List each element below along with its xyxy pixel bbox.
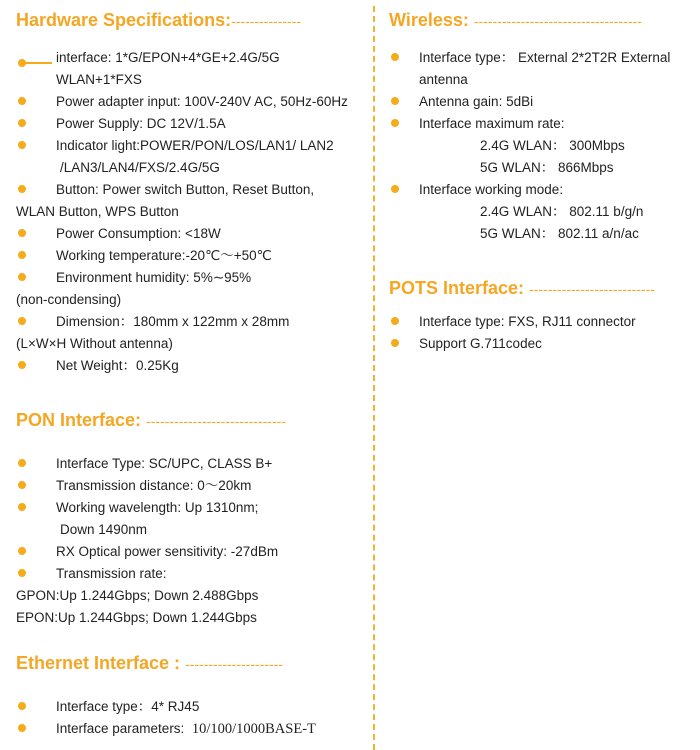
spec-line (56, 718, 316, 740)
spec-line: Environment humidity: 5%∼95% (56, 270, 252, 285)
spec-line: WLAN+1*FXS (56, 72, 142, 87)
spec-line: WLAN Button, WPS Button (16, 204, 179, 219)
bullet-icon (391, 339, 399, 347)
spec-line: 2.4G WLAN： 802.11 b/g/n (480, 204, 644, 219)
pon-title-dashes: ------------------------------ (146, 413, 286, 429)
spec-line: Interface type：4* RJ45 (56, 699, 200, 714)
spec-line: (non-condensing) (16, 292, 122, 307)
spec-line: Down 1490nm (60, 522, 148, 537)
ethernet-title-dashes: --------------------- (185, 656, 283, 672)
bullet-icon (18, 317, 26, 325)
ethernet-title-text: Ethernet Interface : (16, 653, 181, 673)
hardware-section-title (16, 10, 301, 31)
hardware-title-dashes: --------------- (231, 13, 302, 29)
bullet-icon (18, 141, 26, 149)
pon-title-text: PON Interface: (16, 410, 142, 430)
spec-line: 5G WLAN： 866Mbps (480, 160, 614, 175)
spec-line: Working temperature:-20℃〜+50℃ (56, 248, 272, 263)
pon-section-title (16, 410, 286, 431)
spec-line: Transmission distance: 0〜20km (56, 478, 252, 493)
bullet-icon (18, 273, 26, 281)
bullet-icon (18, 481, 26, 489)
bullet-icon (391, 317, 399, 325)
spec-line: interface: 1*G/EPON+4*GE+2.4G/5G (56, 50, 280, 65)
spec-line-label: Interface parameters: (56, 721, 185, 736)
spec-line-value: 10/100/1000BASE-T (191, 721, 316, 737)
pots-title-text: POTS Interface: (389, 278, 525, 298)
bullet-icon (18, 724, 26, 732)
spec-line: (L×W×H Without antenna) (16, 336, 173, 351)
bullet-icon (18, 251, 26, 259)
bullet-icon (391, 53, 399, 61)
bullet-icon (391, 185, 399, 193)
spec-line: Net Weight：0.25Kg (56, 358, 179, 373)
bullet-icon (18, 702, 26, 710)
bullet-icon (18, 119, 26, 127)
pots-section-title (389, 278, 655, 299)
bullet-icon (18, 459, 26, 467)
spec-line: EPON:Up 1.244Gbps; Down 1.244Gbps (16, 610, 257, 625)
spec-line: Interface type: FXS, RJ11 connector (419, 314, 636, 329)
bullet-icon (18, 547, 26, 555)
spec-line: antenna (419, 72, 468, 87)
spec-line: Working wavelength: Up 1310nm; (56, 500, 259, 515)
spec-line: 2.4G WLAN： 300Mbps (480, 138, 625, 153)
spec-line: 5G WLAN： 802.11 a/n/ac (480, 226, 639, 241)
spec-line: Interface type： External 2*2T2R External (419, 50, 671, 65)
bullet-connector-line (22, 62, 52, 64)
bullet-icon (18, 361, 26, 369)
spec-line: Antenna gain: 5dBi (419, 94, 534, 109)
spec-line: Transmission rate: (56, 566, 167, 581)
spec-line: Support G.711codec (419, 336, 542, 351)
spec-line: Power Supply: DC 12V/1.5A (56, 116, 226, 131)
bullet-icon (18, 185, 26, 193)
hardware-title-text: Hardware Specifications: (16, 10, 232, 30)
ethernet-section-title (16, 653, 283, 674)
bullet-icon (18, 503, 26, 511)
bullet-icon (18, 229, 26, 237)
spec-line: Button: Power switch Button, Reset Button, (56, 182, 315, 197)
bullet-icon (391, 119, 399, 127)
spec-line: Interface maximum rate: (419, 116, 565, 131)
wireless-title-text: Wireless: (389, 10, 469, 30)
pots-title-dashes: --------------------------- (529, 281, 655, 297)
spec-line: Indicator light:POWER/PON/LOS/LAN1/ LAN2 (56, 138, 334, 153)
wireless-section-title (389, 10, 642, 31)
spec-line: Interface working mode: (419, 182, 564, 197)
bullet-icon (391, 97, 399, 105)
spec-line: Interface Type: SC/UPC, CLASS B+ (56, 456, 273, 471)
spec-line: Power adapter input: 100V-240V AC, 50Hz-60Hz (56, 94, 348, 109)
spec-line: Dimension：180mm x 122mm x 28mm (56, 314, 290, 329)
spec-line: RX Optical power sensitivity: -27dBm (56, 544, 279, 559)
column-divider (373, 6, 375, 750)
spec-line: GPON:Up 1.244Gbps; Down 2.488Gbps (16, 588, 259, 603)
bullet-icon (18, 569, 26, 577)
bullet-icon (18, 97, 26, 105)
spec-line: Power Consumption: <18W (56, 226, 221, 241)
spec-line: /LAN3/LAN4/FXS/2.4G/5G (60, 160, 220, 175)
wireless-title-dashes: ------------------------------------ (473, 13, 642, 29)
